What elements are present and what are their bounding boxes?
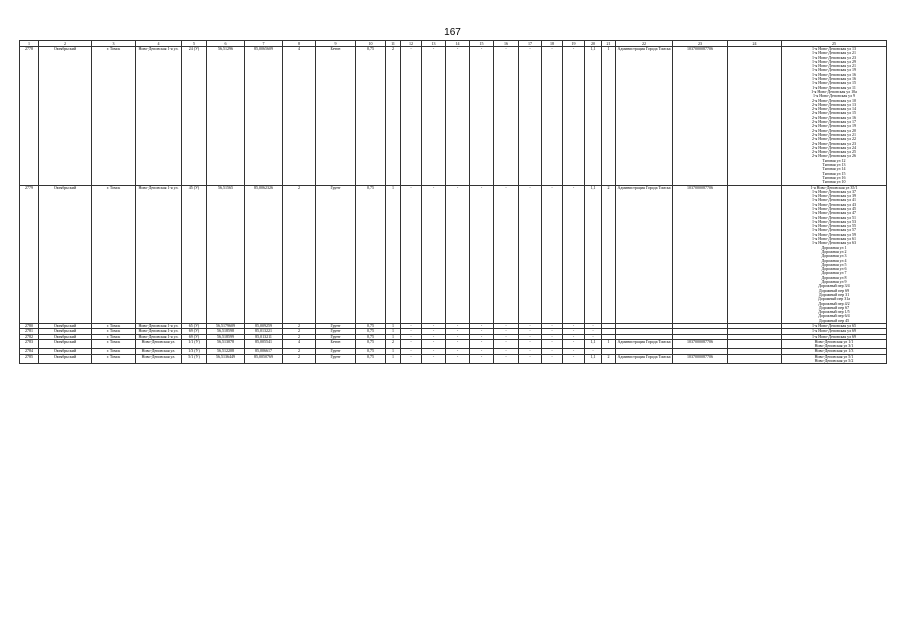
table-cell: Октябрьский bbox=[39, 354, 92, 364]
table-cell: - bbox=[519, 185, 542, 324]
table-cell: 1,1 bbox=[585, 339, 602, 349]
table-cell: 2 bbox=[283, 324, 316, 329]
table-cell: 85,009259 bbox=[245, 324, 283, 329]
address-item: 1-я Ново-Деповская ул 39 bbox=[812, 193, 856, 199]
table-cell: 2 bbox=[283, 349, 316, 354]
address-item: Дорожная ул 9 bbox=[821, 279, 847, 285]
address-item: Ново-Деповская ул 1/1 bbox=[814, 339, 854, 344]
table-cell: 56,518599 bbox=[207, 334, 245, 339]
address-item: Дорожная ул 4 bbox=[821, 257, 847, 263]
table-cell: - bbox=[470, 354, 494, 364]
table-cell: - bbox=[401, 339, 422, 349]
table-cell: 0,75 bbox=[356, 329, 386, 334]
address-item: 1-я Ново-Деповская ул 19 bbox=[812, 67, 856, 73]
table-cell: 2 bbox=[602, 354, 616, 364]
column-number: 5 bbox=[182, 41, 207, 47]
table-cell: - bbox=[519, 324, 542, 329]
column-number: 17 bbox=[519, 41, 542, 47]
address-item: 2-я Ново-Деповская ул 17 bbox=[812, 119, 856, 125]
table-cell: - bbox=[470, 349, 494, 354]
table-cell: - bbox=[585, 334, 602, 339]
column-number: 14 bbox=[446, 41, 470, 47]
address-item: 2-я Ново-Деповская ул 19 bbox=[812, 123, 856, 129]
address-item: 2-я Ново-Деповская ул 15 bbox=[812, 110, 856, 116]
table-cell: г. Томск bbox=[92, 185, 136, 324]
table-cell: Ново-Деповская 1-я ул. bbox=[136, 185, 182, 324]
address-item: 1-я Ново-Деповская ул 35/1 bbox=[810, 185, 858, 190]
table-cell: - bbox=[446, 185, 470, 324]
table-cell: - bbox=[401, 324, 422, 329]
table-cell: - bbox=[446, 324, 470, 329]
table-cell: - bbox=[585, 324, 602, 329]
table-cell: 1 bbox=[602, 47, 616, 186]
table-cell: - bbox=[542, 334, 563, 339]
column-number: 22 bbox=[616, 41, 673, 47]
address-item: 2-я Ново-Деповская ул 16 bbox=[812, 114, 856, 120]
address-item: 1-я Ново-Деповская ул 43 bbox=[812, 201, 856, 207]
column-number: 25 bbox=[782, 41, 887, 47]
table-cell: 1037000087706 bbox=[673, 185, 728, 324]
table-cell: - bbox=[494, 339, 519, 349]
table-cell: Администрация Города Томска bbox=[616, 185, 673, 324]
table-cell: - bbox=[563, 334, 585, 339]
address-item: Ново-Деповская ул 5/1 bbox=[814, 354, 854, 359]
address-item: Дорожный пер 4/2 bbox=[818, 300, 850, 306]
address-item: 1-я Ново-Деповская ул 61 bbox=[812, 236, 856, 242]
column-number: 16 bbox=[494, 41, 519, 47]
address-item: Дорожный пер 1/5 bbox=[818, 309, 850, 315]
table-cell: - bbox=[401, 329, 422, 334]
table-cell: Грунт bbox=[316, 354, 356, 364]
table-cell: - bbox=[470, 47, 494, 186]
table-cell: 85,0050769 bbox=[245, 354, 283, 364]
column-number: 15 bbox=[470, 41, 494, 47]
address-item: 2-я Ново-Деповская ул 13 bbox=[812, 101, 856, 107]
table-cell: 2785 bbox=[20, 354, 39, 364]
table-cell: 56,51565 bbox=[207, 185, 245, 324]
table-cell: - bbox=[542, 349, 563, 354]
table-cell: 1037000087706 bbox=[673, 47, 728, 186]
column-number: 6 bbox=[207, 41, 245, 47]
table-cell: - bbox=[519, 349, 542, 354]
table-cell: 1 bbox=[386, 324, 401, 329]
table-row bbox=[20, 339, 887, 349]
table-cell: - bbox=[494, 329, 519, 334]
table-cell: 0,75 bbox=[356, 354, 386, 364]
table-cell: - bbox=[542, 339, 563, 349]
table-cell: 56,512208 bbox=[207, 349, 245, 354]
address-item: 2-я Ново-Деповская ул 22 bbox=[812, 136, 856, 142]
column-number: 21 bbox=[602, 41, 616, 47]
table-cell: Ново-Деповская 1-я ул. bbox=[136, 324, 182, 329]
table-cell: Ново-Деповская ул. bbox=[136, 354, 182, 364]
table-cell: 69 (У) bbox=[182, 329, 207, 334]
address-item: 1-я Ново-Деповская ул 9 bbox=[813, 93, 855, 99]
table-cell: 1/3 (У) bbox=[182, 349, 207, 354]
table-cell: - bbox=[542, 329, 563, 334]
table-cell: Октябрьский bbox=[39, 334, 92, 339]
address-item: 1-я Ново-Деповская ул 55 bbox=[812, 223, 856, 229]
table-cell: 4 bbox=[283, 47, 316, 186]
table-cell: 1,1 bbox=[585, 185, 602, 324]
table-cell: - bbox=[470, 339, 494, 349]
table-cell: 85,006617 bbox=[245, 349, 283, 354]
address-item: 1-я Ново-Деповская ул 65 bbox=[812, 323, 856, 328]
table-cell: - bbox=[446, 354, 470, 364]
table-cell: - bbox=[470, 185, 494, 324]
address-item: 1-я Ново-Деповская ул 11 bbox=[812, 84, 856, 90]
address-item: 2-я Ново-Деповская ул 23 bbox=[812, 140, 856, 146]
address-item: Ново-Деповская ул 1/3 bbox=[814, 348, 854, 354]
register-table bbox=[19, 40, 887, 364]
address-item: 1-я Ново-Деповская ул 59 bbox=[812, 231, 856, 237]
table-cell: г. Томск bbox=[92, 324, 136, 329]
table-cell: - bbox=[401, 354, 422, 364]
table-cell: Ново-Деповская 1-я ул. bbox=[136, 329, 182, 334]
address-item: 2-я Ново-Деповская ул 14 bbox=[812, 106, 856, 112]
table-cell: - bbox=[494, 354, 519, 364]
address-item: Тяговая ул 16 bbox=[822, 174, 846, 180]
table-cell: Грунт bbox=[316, 185, 356, 324]
table-cell: 1 bbox=[386, 349, 401, 354]
table-cell: - bbox=[563, 185, 585, 324]
address-item: Тяговая ул 10 bbox=[822, 179, 846, 185]
table-cell: 0,75 bbox=[356, 334, 386, 339]
column-number: 20 bbox=[585, 41, 602, 47]
table-cell: 85,013211 bbox=[245, 334, 283, 339]
table-cell: - bbox=[563, 47, 585, 186]
table-cell: - bbox=[519, 47, 542, 186]
address-list bbox=[782, 47, 887, 186]
table-cell: - bbox=[401, 349, 422, 354]
table-cell: - bbox=[563, 349, 585, 354]
column-number: 10 bbox=[356, 41, 386, 47]
table-cell: 2 bbox=[283, 329, 316, 334]
table-cell: 85,0062326 bbox=[245, 185, 283, 324]
address-item: 1-я Ново-Деповская ул 45 bbox=[812, 205, 856, 211]
column-number: 9 bbox=[316, 41, 356, 47]
column-number: 13 bbox=[422, 41, 446, 47]
address-item: Дорожный пер 69 bbox=[818, 287, 850, 293]
address-item: 1-я Ново-Деповская ул 69 bbox=[812, 328, 856, 334]
table-cell: - bbox=[494, 47, 519, 186]
table-cell: Администрация Города Томска bbox=[616, 47, 673, 186]
table-cell: - bbox=[542, 354, 563, 364]
table-cell: 85,005541 bbox=[245, 339, 283, 349]
table-cell: 4 bbox=[283, 339, 316, 349]
table-cell: 1037000087706 bbox=[673, 354, 728, 364]
column-number: 1 bbox=[20, 41, 39, 47]
table-cell: 2 bbox=[283, 334, 316, 339]
table-cell: 1/1 (У) bbox=[182, 339, 207, 349]
table-cell: - bbox=[542, 47, 563, 186]
table-cell: 1 bbox=[386, 329, 401, 334]
column-number: 2 bbox=[39, 41, 92, 47]
table-cell: 56,5179609 bbox=[207, 324, 245, 329]
table-cell: 2 bbox=[386, 339, 401, 349]
table-cell: 2 bbox=[602, 185, 616, 324]
table-cell: - bbox=[519, 354, 542, 364]
address-item: Дорожная ул 5 bbox=[821, 261, 847, 267]
table-cell bbox=[728, 47, 782, 186]
table-cell: 2784 bbox=[20, 349, 39, 354]
table-cell: - bbox=[542, 185, 563, 324]
table-cell: 45 (У) bbox=[182, 185, 207, 324]
table-cell: - bbox=[494, 334, 519, 339]
table-cell: 2781 bbox=[20, 329, 39, 334]
table-cell: 1,1 bbox=[585, 47, 602, 186]
address-item: 1-я Ново-Деповская ул 47 bbox=[812, 210, 856, 216]
table-cell: - bbox=[494, 324, 519, 329]
table-cell: Ново-Деповская 1-я ул. bbox=[136, 47, 182, 186]
table-cell: 56,518598 bbox=[207, 329, 245, 334]
address-item: Ново-Деповская ул 3/1 bbox=[814, 343, 854, 349]
table-cell: 69 (У) bbox=[182, 334, 207, 339]
table-cell: 1,1 bbox=[585, 354, 602, 364]
column-number: 23 bbox=[673, 41, 728, 47]
table-cell: 0,75 bbox=[356, 47, 386, 186]
column-number: 3 bbox=[92, 41, 136, 47]
table-cell: Грунт bbox=[316, 334, 356, 339]
table-cell: - bbox=[563, 329, 585, 334]
address-item: Дорожный пер 31 bbox=[818, 291, 850, 297]
address-item: 1-я Ново-Деповская ул 29 bbox=[812, 58, 856, 64]
table-cell: - bbox=[470, 334, 494, 339]
table-cell: 2 bbox=[283, 354, 316, 364]
table-cell: - bbox=[563, 354, 585, 364]
table-cell: Грунт bbox=[316, 349, 356, 354]
table-cell: 85,013221 bbox=[245, 329, 283, 334]
table-cell bbox=[728, 354, 782, 364]
table-cell: 1 bbox=[386, 185, 401, 324]
address-item: 1-я Ново-Деповская ул 53 bbox=[812, 218, 856, 224]
table-cell: - bbox=[422, 47, 446, 186]
address-item: 1-я Ново-Деповская ул 16 bbox=[812, 76, 856, 82]
address-item: Тяговая ул 14 bbox=[822, 166, 846, 172]
address-item: 1-я Ново-Деповская ул 10а bbox=[811, 88, 857, 94]
column-number: 12 bbox=[401, 41, 422, 47]
table-cell: 56,5136449 bbox=[207, 354, 245, 364]
table-cell bbox=[728, 185, 782, 324]
table-cell: - bbox=[519, 334, 542, 339]
table-cell: - bbox=[446, 339, 470, 349]
address-item: 2-я Ново-Деповская ул 10 bbox=[812, 97, 856, 103]
address-item: 1-я Ново-Деповская ул 69 bbox=[812, 334, 856, 339]
address-item: Тяговая ул 12 bbox=[822, 157, 846, 163]
address-item: 2-я Ново-Деповская ул 25 bbox=[812, 149, 856, 155]
table-cell: Бетон bbox=[316, 47, 356, 186]
address-item: 1-я Ново-Деповская ул 51 bbox=[812, 214, 856, 220]
table-cell: 1 bbox=[602, 339, 616, 349]
address-item: Дорожная ул 6 bbox=[821, 266, 847, 272]
table-cell: - bbox=[494, 185, 519, 324]
table-cell: - bbox=[446, 329, 470, 334]
table-cell: 1 bbox=[386, 334, 401, 339]
column-number: 18 bbox=[542, 41, 563, 47]
column-number: 19 bbox=[563, 41, 585, 47]
table-cell: Октябрьский bbox=[39, 329, 92, 334]
table-cell: 0,75 bbox=[356, 324, 386, 329]
address-item: 2-я Ново-Деповская ул 21 bbox=[812, 131, 856, 137]
table-row bbox=[20, 47, 887, 186]
address-item: 1-я Ново-Деповская ул 37 bbox=[812, 188, 856, 194]
table-cell: 1 bbox=[386, 354, 401, 364]
address-item: 2-я Ново-Деповская ул 20 bbox=[812, 127, 856, 133]
address-item: Дорожная ул 8 bbox=[821, 274, 847, 280]
table-cell: г. Томск bbox=[92, 334, 136, 339]
address-list bbox=[782, 339, 887, 349]
table-cell: - bbox=[446, 349, 470, 354]
address-item: Тяговая ул 15 bbox=[822, 170, 846, 176]
table-cell: 56,51296 bbox=[207, 47, 245, 186]
address-item: Дорожный пер 45 bbox=[818, 317, 850, 323]
table-cell: Октябрьский bbox=[39, 349, 92, 354]
column-number: 11 bbox=[386, 41, 401, 47]
table-cell: - bbox=[401, 185, 422, 324]
table-cell: - bbox=[519, 329, 542, 334]
table-cell: - bbox=[563, 324, 585, 329]
address-item: Дорожная ул 1 bbox=[821, 244, 847, 250]
table-cell: Октябрьский bbox=[39, 324, 92, 329]
address-item: 1-я Ново-Деповская ул 13 bbox=[812, 46, 856, 51]
table-cell: 2779 bbox=[20, 185, 39, 324]
table-cell: - bbox=[446, 47, 470, 186]
table-cell: Администрация Города Томска bbox=[616, 354, 673, 364]
table-cell: - bbox=[422, 354, 446, 364]
table-cell: - bbox=[422, 334, 446, 339]
address-item: 1-я Ново-Деповская ул 23 bbox=[812, 54, 856, 60]
address-item: 2-я Ново-Деповская ул 26 bbox=[812, 153, 856, 159]
table-cell: 5/1 (У) bbox=[182, 354, 207, 364]
table-cell: - bbox=[422, 185, 446, 324]
table-cell: 2 bbox=[386, 47, 401, 186]
table-cell: 0,75 bbox=[356, 349, 386, 354]
page-number: 167 bbox=[444, 27, 461, 38]
address-item: 1-я Ново-Деповская ул 21 bbox=[812, 63, 856, 69]
table-cell: 85,0065609 bbox=[245, 47, 283, 186]
address-item: Ново-Деповская ул 5/2 bbox=[814, 358, 854, 364]
table-cell bbox=[728, 339, 782, 349]
table-cell: 2780 bbox=[20, 324, 39, 329]
table-cell: Октябрьский bbox=[39, 47, 92, 186]
table-cell: - bbox=[519, 339, 542, 349]
address-item: Дорожный пер 3/4 bbox=[818, 283, 850, 289]
table-cell: г. Томск bbox=[92, 339, 136, 349]
address-list bbox=[782, 354, 887, 364]
table-cell: 0,75 bbox=[356, 185, 386, 324]
table-cell: - bbox=[585, 349, 602, 354]
address-item: 1-я Ново-Деповская ул 63 bbox=[812, 240, 856, 246]
table-cell: - bbox=[422, 339, 446, 349]
table-cell: - bbox=[401, 334, 422, 339]
table-cell: г. Томск bbox=[92, 354, 136, 364]
table-cell: 24 (У) bbox=[182, 47, 207, 186]
column-number: 4 bbox=[136, 41, 182, 47]
table-cell: 2778 bbox=[20, 47, 39, 186]
table-cell: 2783 bbox=[20, 339, 39, 349]
table-cell: Администрация Города Томска bbox=[616, 339, 673, 349]
table-cell: - bbox=[563, 339, 585, 349]
address-item: 2-я Ново-Деповская ул 24 bbox=[812, 144, 856, 150]
table-cell: - bbox=[470, 324, 494, 329]
table-cell: Бетон bbox=[316, 339, 356, 349]
address-item: 1-я Ново-Деповская ул 21 bbox=[812, 50, 856, 56]
table-cell: Грунт bbox=[316, 324, 356, 329]
address-item: 1-я Ново-Деповская ул 16 bbox=[812, 71, 856, 77]
column-number: 8 bbox=[283, 41, 316, 47]
table-cell: - bbox=[542, 324, 563, 329]
table-cell: г. Томск bbox=[92, 329, 136, 334]
address-item: Дорожный пер 6/4 bbox=[818, 313, 850, 319]
table-row bbox=[20, 354, 887, 364]
address-item: 1-я Ново-Деповская ул 41 bbox=[812, 197, 856, 203]
table-cell: - bbox=[401, 47, 422, 186]
table-cell: 56,513078 bbox=[207, 339, 245, 349]
table-cell: Ново-Деповская ул. bbox=[136, 349, 182, 354]
table-cell: - bbox=[585, 329, 602, 334]
table-cell: 65 (У) bbox=[182, 324, 207, 329]
table-cell: 0,75 bbox=[356, 339, 386, 349]
table-cell: Ново-Деповская 1-я ул. bbox=[136, 334, 182, 339]
column-number: 7 bbox=[245, 41, 283, 47]
column-number: 24 bbox=[728, 41, 782, 47]
address-item: Тяговая ул 13 bbox=[822, 162, 846, 168]
table-cell: 2 bbox=[283, 185, 316, 324]
table-cell: - bbox=[422, 329, 446, 334]
table-cell: - bbox=[422, 324, 446, 329]
table-cell: г. Томск bbox=[92, 349, 136, 354]
address-item: 1-я Ново-Деповская ул 57 bbox=[812, 227, 856, 233]
table-cell: г. Томск bbox=[92, 47, 136, 186]
table-cell: - bbox=[446, 334, 470, 339]
table-cell: - bbox=[494, 349, 519, 354]
table-cell: - bbox=[422, 349, 446, 354]
table-cell: 2782 bbox=[20, 334, 39, 339]
address-item: Дорожный пер 67 bbox=[818, 304, 850, 310]
address-item: Дорожная ул 3 bbox=[821, 253, 847, 259]
table-cell: Грунт bbox=[316, 329, 356, 334]
table-cell: Октябрьский bbox=[39, 339, 92, 349]
address-item: Дорожная ул 2 bbox=[821, 248, 847, 254]
table-cell: Октябрьский bbox=[39, 185, 92, 324]
table-cell: - bbox=[470, 329, 494, 334]
table-row bbox=[20, 185, 887, 324]
address-item: 1-я Ново-Деповская ул 15 bbox=[812, 80, 856, 86]
table-cell: Ново-Деповская ул. bbox=[136, 339, 182, 349]
address-item: Дорожный пер 31а bbox=[817, 296, 851, 302]
address-item: Дорожная ул 7 bbox=[821, 270, 847, 276]
table-cell: 1037000087706 bbox=[673, 339, 728, 349]
address-list bbox=[782, 185, 887, 324]
